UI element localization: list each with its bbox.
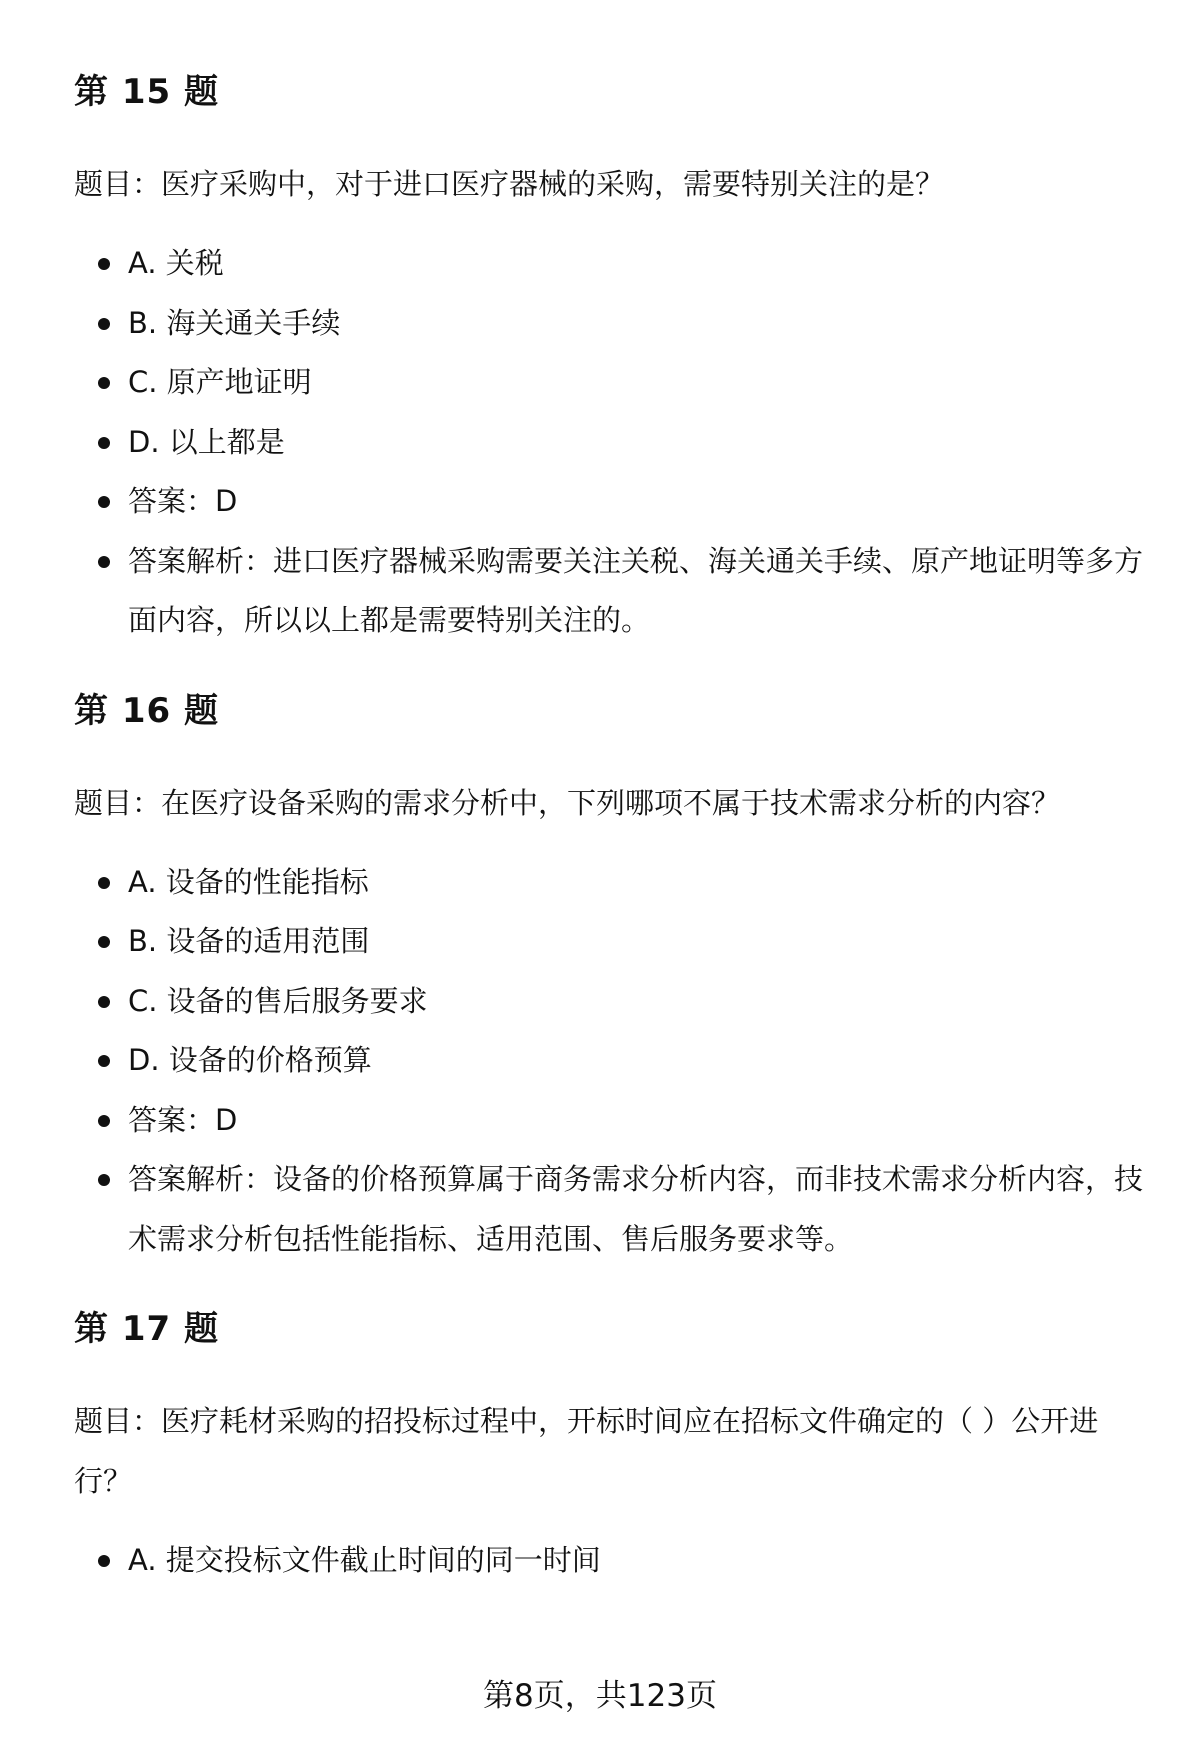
- question-stem: 题目：医疗采购中，对于进口医疗器械的采购，需要特别关注的是？: [74, 167, 945, 201]
- bullet-icon: [98, 1174, 110, 1186]
- question-title: 第 15 题: [74, 72, 219, 112]
- answer: [74, 472, 1144, 532]
- bullet-icon: [98, 1555, 110, 1567]
- option-list: [74, 1531, 1144, 1591]
- question-stem: 题目：医疗耗材采购的招投标过程中，开标时间应在招标文件确定的（ ）公开进行？: [74, 1404, 1099, 1498]
- option-text: C. 原产地证明: [128, 365, 312, 399]
- answer-text: 答案：D: [128, 484, 238, 518]
- bullet-icon: [98, 936, 110, 948]
- answer-text: 答案：D: [128, 1102, 238, 1137]
- bullet-icon: [98, 1115, 110, 1127]
- page-number-footer: 第8页，共123页: [483, 1678, 717, 1714]
- option-a: [74, 1531, 1144, 1591]
- bullet-icon: [98, 437, 110, 449]
- question-stem: 题目：在医疗设备采购的需求分析中，下列哪项不属于技术需求分析的内容？: [74, 785, 1061, 820]
- bullet-icon: [98, 877, 110, 889]
- bullet-icon: [98, 996, 110, 1008]
- option-a: [74, 234, 1144, 294]
- option-text: B. 海关通关手续: [128, 305, 341, 340]
- explanation-text: 答案解析：设备的价格预算属于商务需求分析内容，而非技术需求分析内容，技术需求分析包括性能指标、适用范围、售后服务要求等。: [128, 1162, 1144, 1256]
- option-b: [74, 294, 1144, 354]
- option-text: A. 设备的性能指标: [128, 864, 369, 899]
- option-d: [74, 1031, 1144, 1091]
- question-title: 第 17 题: [74, 1309, 219, 1349]
- option-text: B. 设备的适用范围: [128, 924, 370, 958]
- option-d: [74, 413, 1144, 473]
- answer: [74, 1091, 1144, 1151]
- option-b: [74, 912, 1144, 972]
- bullet-icon: [98, 258, 110, 270]
- bullet-icon: [98, 556, 110, 568]
- option-a: [74, 853, 1144, 913]
- option-text: A. 提交投标文件截止时间的同一时间: [128, 1543, 601, 1577]
- explanation-text: 答案解析：进口医疗器械采购需要关注关税、海关通关手续、原产地证明等多方面内容，所以以上都是需要特别关注的。: [128, 543, 1144, 637]
- option-list: [74, 853, 1144, 1270]
- question-16: [74, 687, 1144, 1270]
- bullet-icon: [98, 496, 110, 508]
- option-c: [74, 353, 1144, 413]
- question-title: 第 16 题: [74, 690, 219, 731]
- page-content: [74, 60, 1144, 1591]
- question-17: [74, 1305, 1144, 1591]
- option-c: [74, 972, 1144, 1032]
- option-list: [74, 234, 1144, 651]
- question-15: [74, 68, 1144, 651]
- answer-explanation: [74, 532, 1144, 651]
- option-text: D. 设备的价格预算: [128, 1043, 372, 1077]
- bullet-icon: [98, 318, 110, 330]
- option-text: A. 关税: [128, 246, 224, 280]
- bullet-icon: [98, 1055, 110, 1067]
- option-text: C. 设备的售后服务要求: [128, 983, 428, 1018]
- option-text: D. 以上都是: [128, 424, 285, 459]
- answer-explanation: [74, 1150, 1144, 1269]
- bullet-icon: [98, 377, 110, 389]
